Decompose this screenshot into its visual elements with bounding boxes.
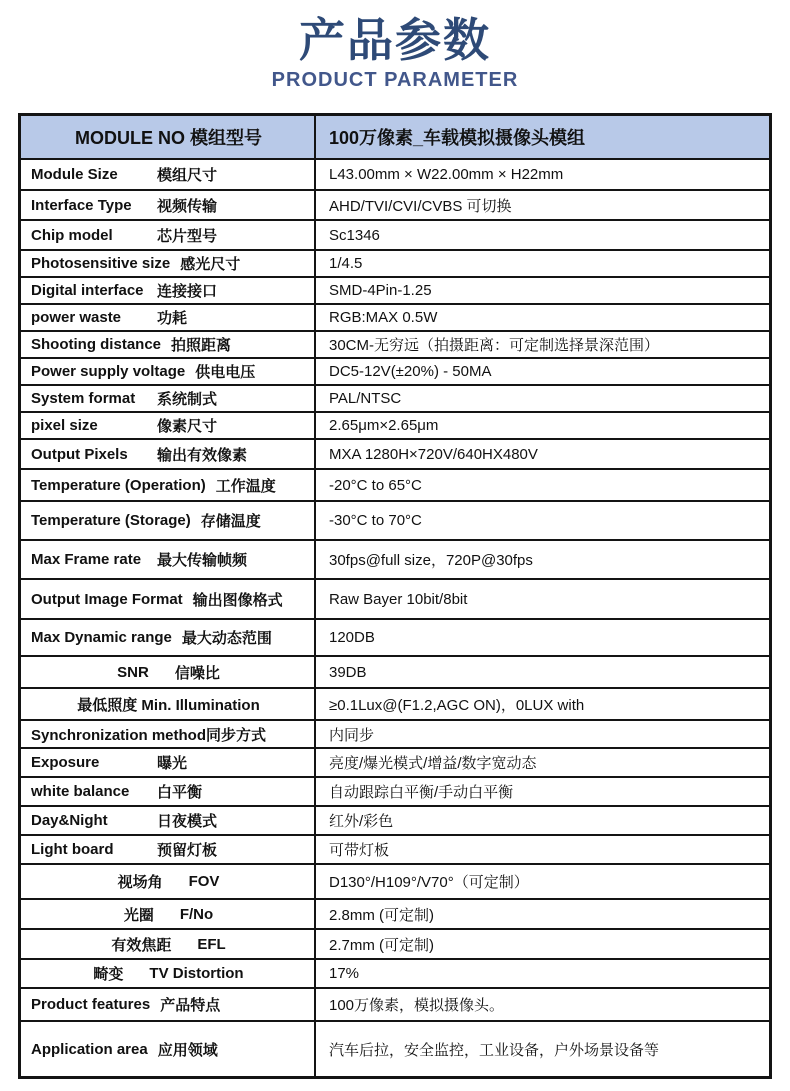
param-label-primary: Digital interface <box>31 282 144 299</box>
table-row <box>21 657 769 689</box>
param-value-cell: 17% <box>329 965 360 982</box>
param-label-secondary: 连接接口 <box>157 283 218 300</box>
table-row <box>21 960 769 989</box>
param-value-cell: DC5-12V(±20%) - 50MA <box>329 363 492 380</box>
param-value-cell: 120DB <box>329 629 375 646</box>
table-row <box>21 541 769 580</box>
table-row <box>21 1022 769 1076</box>
table-row <box>21 930 769 960</box>
param-value-cell: RGB:MAX 0.5W <box>329 309 438 326</box>
param-value-cell: -20°C to 65°C <box>329 476 422 494</box>
param-value-cell: L43.00mm × W22.00mm × H22mm <box>329 166 564 183</box>
table-row <box>21 305 769 332</box>
param-label-cell <box>21 413 316 438</box>
table-row <box>21 721 769 749</box>
param-label-primary: Output Image Format <box>31 590 183 608</box>
param-value-cell: MXA 1280H×720V/640HX480V <box>329 445 538 463</box>
table-row <box>21 620 769 657</box>
param-value-cell: Raw Bayer 10bit/8bit <box>329 590 468 608</box>
param-label-primary: Product features <box>31 996 151 1013</box>
param-label-secondary: 视频传输 <box>157 197 218 215</box>
param-value-cell: 2.8mm (可定制) <box>329 906 435 924</box>
param-label-secondary: 白平衡 <box>157 784 203 801</box>
param-label-cell <box>21 689 316 719</box>
table-row <box>21 359 769 386</box>
param-label-cell <box>21 191 316 219</box>
param-rows <box>21 160 769 1076</box>
param-label-primary: Day&Night <box>31 812 108 829</box>
param-label-cell <box>21 305 316 330</box>
table-row <box>21 440 769 470</box>
param-value-cell: 内同步 <box>329 726 375 744</box>
param-label-cell <box>21 332 316 357</box>
param-label-cell <box>21 359 316 384</box>
table-row <box>21 836 769 865</box>
param-label-primary: power waste <box>31 309 122 326</box>
param-label-secondary: 输出有效像素 <box>157 446 248 464</box>
table-row <box>21 502 769 541</box>
param-label-secondary: 产品特点 <box>160 997 221 1014</box>
param-label-primary: 有效焦距 <box>111 936 172 954</box>
param-value-cell: 汽车后拉，安全监控，工业设备，户外场景设备等 <box>329 1041 660 1059</box>
param-label-cell <box>21 721 316 747</box>
param-label-cell <box>21 807 316 834</box>
param-label-primary: white balance <box>31 783 130 800</box>
param-label-primary: Power supply voltage <box>31 363 186 380</box>
param-label-primary: Interface Type <box>31 196 132 214</box>
param-label-primary: SNR <box>117 663 149 681</box>
table-row <box>21 689 769 721</box>
param-label-primary: Shooting distance <box>31 336 162 353</box>
param-label-cell <box>21 251 316 276</box>
param-label-cell <box>21 836 316 863</box>
param-value-cell: ≥0.1Lux@(F1.2,AGC ON)，0LUX with <box>329 696 585 714</box>
param-label-secondary: TV Distortion <box>149 965 244 982</box>
param-label-secondary: 拍照距离 <box>171 337 232 354</box>
param-value-cell: 2.65μm×2.65μm <box>329 417 439 434</box>
page-title: 产品参数 <box>299 14 491 66</box>
param-label-primary: Photosensitive size <box>31 255 171 272</box>
param-value-cell: 亮度/爆光模式/增益/数字宽动态 <box>329 755 537 772</box>
param-label-primary: Output Pixels <box>31 445 128 463</box>
param-label-secondary: 应用领域 <box>157 1041 218 1059</box>
param-label-primary: Temperature (Operation) <box>31 476 206 494</box>
param-label-cell <box>21 278 316 303</box>
table-row <box>21 865 769 900</box>
param-label-cell <box>21 221 316 249</box>
table-row <box>21 807 769 836</box>
param-value-cell: SMD-4Pin-1.25 <box>329 282 432 299</box>
param-value-cell: 红外/彩色 <box>329 813 394 830</box>
table-row <box>21 278 769 305</box>
param-label-cell <box>21 580 316 618</box>
table-row <box>21 900 769 930</box>
param-label-cell <box>21 989 316 1020</box>
param-value-cell: 30CM-无穷远（拍摄距离：可定制选择景深范围） <box>329 337 660 354</box>
param-label-secondary: 最大传输帧频 <box>157 552 248 569</box>
param-value-cell: 2.7mm (可定制) <box>329 936 435 954</box>
param-label-primary: Max Dynamic range <box>31 629 172 646</box>
param-label-cell <box>21 930 316 958</box>
param-label-secondary: 存储温度 <box>200 513 261 530</box>
param-label-primary: Chip model <box>31 226 113 244</box>
param-label-cell <box>21 386 316 411</box>
param-value-cell: 39DB <box>329 663 367 681</box>
param-label-primary: Temperature (Storage) <box>31 512 191 529</box>
table-row <box>21 778 769 807</box>
param-label-cell <box>21 620 316 655</box>
table-row <box>21 251 769 278</box>
param-label-primary: Max Frame rate <box>31 551 142 568</box>
param-label-secondary: 曝光 <box>157 755 188 772</box>
param-label-secondary: F/No <box>179 905 214 923</box>
param-label-cell <box>21 960 316 987</box>
param-label-secondary: 工作温度 <box>215 477 276 495</box>
table-header-row <box>21 116 769 160</box>
param-label-cell <box>21 749 316 776</box>
product-parameter-table <box>18 113 772 1079</box>
param-label-secondary: 预留灯板 <box>157 842 218 859</box>
param-label-primary: 光圈 <box>123 906 154 924</box>
table-row <box>21 386 769 413</box>
param-value-cell: D130°/H109°/V70°（可定制） <box>329 874 529 891</box>
param-value-cell: Sc1346 <box>329 226 380 244</box>
param-label-cell <box>21 440 316 468</box>
table-row <box>21 221 769 251</box>
param-value-cell: PAL/NTSC <box>329 390 402 407</box>
table-row <box>21 749 769 778</box>
param-label-secondary: 输出图像格式 <box>192 591 283 609</box>
param-value-cell: 1/4.5 <box>329 255 363 272</box>
param-value-cell: AHD/TVI/CVI/CVBS 可切换 <box>329 197 512 215</box>
param-label-primary: pixel size <box>31 417 98 434</box>
table-row <box>21 989 769 1022</box>
header-module-value: 100万像素_车载模拟摄像头模组 <box>329 128 586 148</box>
table-row <box>21 332 769 359</box>
param-label-secondary: 供电电压 <box>195 364 256 381</box>
header-module-no: MODULE NO 模组型号 <box>21 116 316 158</box>
param-label-primary: Module Size <box>31 166 118 183</box>
param-label-primary: 畸变 <box>93 966 124 983</box>
param-label-primary: Exposure <box>31 754 100 771</box>
param-label-secondary: 系统制式 <box>157 391 218 408</box>
param-label-secondary: EFL <box>197 935 226 953</box>
param-label-secondary: 功耗 <box>157 310 188 327</box>
param-label-secondary: 感光尺寸 <box>180 256 241 273</box>
param-label-cell <box>21 160 316 189</box>
param-label-secondary: 信噪比 <box>174 664 220 682</box>
table-row <box>21 191 769 221</box>
param-label-secondary: 像素尺寸 <box>157 418 218 435</box>
param-label-secondary: 最大动态范围 <box>181 630 272 647</box>
param-label-cell <box>21 502 316 539</box>
param-label-secondary: 日夜模式 <box>157 813 218 830</box>
param-label-cell <box>21 470 316 500</box>
param-label-secondary: 模组尺寸 <box>157 167 218 184</box>
param-label-cell <box>21 865 316 898</box>
table-row <box>21 470 769 502</box>
param-label-secondary: 芯片型号 <box>157 227 218 245</box>
title-block <box>0 0 790 92</box>
param-label-cell <box>21 541 316 578</box>
param-value-cell: 30fps@full size，720P@30fps <box>329 552 533 569</box>
param-label-cell <box>21 900 316 928</box>
param-label-primary: 最低照度 Min. Illumination <box>77 696 260 714</box>
param-label-cell <box>21 657 316 687</box>
param-label-primary: Synchronization method同步方式 <box>31 726 267 744</box>
table-row <box>21 160 769 191</box>
param-label-primary: Application area <box>31 1040 148 1058</box>
param-value-cell: 100万像素，模拟摄像头。 <box>329 997 505 1014</box>
page-subtitle: PRODUCT PARAMETER <box>271 68 519 91</box>
param-label-primary: System format <box>31 390 136 407</box>
param-value-cell: -30°C to 70°C <box>329 512 422 529</box>
param-label-primary: 视场角 <box>117 874 163 891</box>
param-label-cell <box>21 1022 316 1076</box>
param-value-cell: 自动跟踪白平衡/手动白平衡 <box>329 784 514 801</box>
param-label-secondary: FOV <box>188 873 220 890</box>
param-label-cell <box>21 778 316 805</box>
table-row <box>21 413 769 440</box>
param-label-primary: Light board <box>31 841 114 858</box>
table-row <box>21 580 769 620</box>
param-value-cell: 可带灯板 <box>329 842 390 859</box>
